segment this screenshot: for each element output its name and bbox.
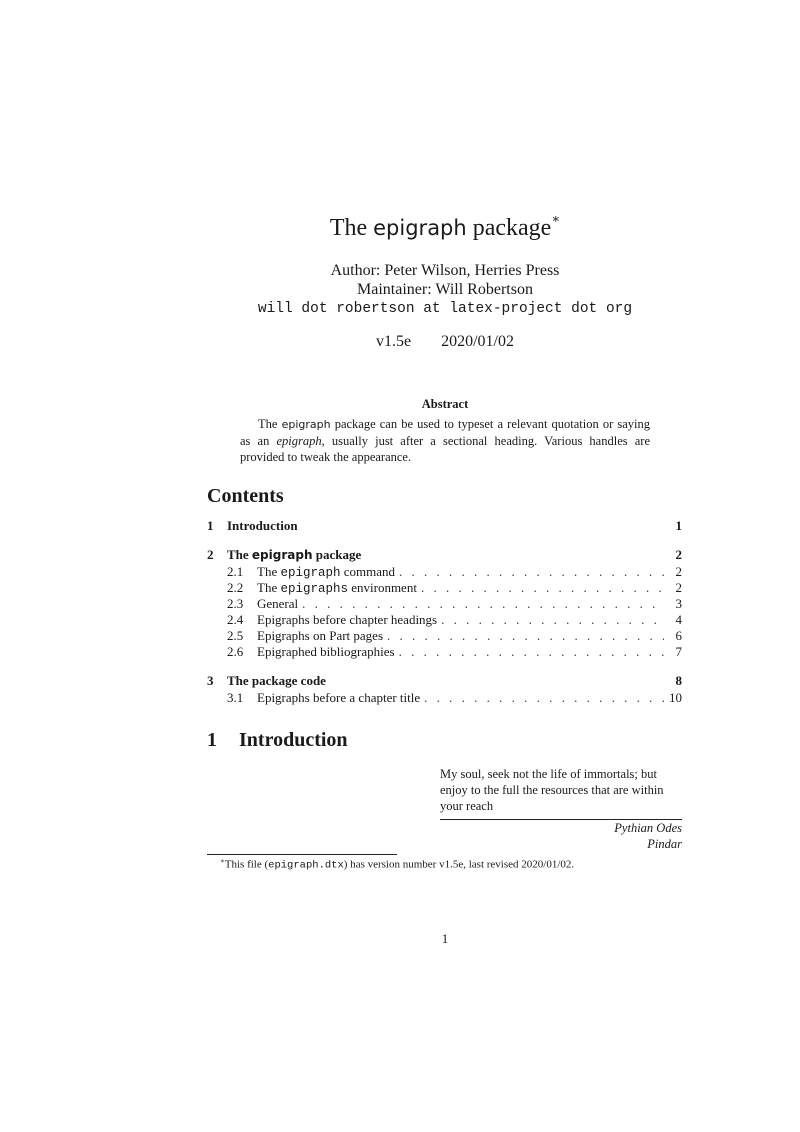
toc-page: 3 [675, 596, 682, 611]
toc-entry-package-code[interactable] [207, 673, 682, 691]
footnote-filename: epigraph.dtx [268, 859, 344, 872]
title-footnote-mark: ∗ [551, 211, 561, 226]
toc-title [257, 564, 395, 580]
section-title: Introduction [239, 729, 348, 751]
toc-title [257, 580, 417, 596]
version-date: 2020/01/02 [441, 333, 514, 350]
toc-entry-introduction[interactable] [207, 518, 682, 536]
footnote-rule [207, 854, 397, 855]
abstract-term: epigraph [276, 434, 322, 448]
toc-number: 2 [207, 547, 214, 562]
toc-number: 2.5 [227, 628, 244, 643]
epigraph-author: Pindar [647, 837, 682, 851]
epigraph-rule [440, 819, 682, 820]
maintainer-email: will dot robertson at latex-project dot org [257, 301, 633, 317]
abstract-text-3: , usually just after a sectional heading. Various handles are provided to tweak the appearance. [240, 434, 650, 464]
toc-leader [387, 628, 664, 644]
toc-number: 3.1 [227, 690, 244, 705]
abstract-body [240, 416, 650, 465]
toc-package-name: epigraph [251, 548, 313, 562]
toc-title-pre: The [227, 547, 249, 562]
section-heading-introduction [207, 729, 348, 752]
toc-title: The package code [227, 673, 326, 688]
toc-entry-epigraph-package[interactable] [207, 547, 682, 565]
toc-leader [302, 596, 664, 612]
toc-title: Epigraphs on Part pages [257, 628, 384, 643]
version-line [0, 333, 800, 351]
toc-title-post: package [315, 547, 362, 562]
toc-number: 2.4 [227, 612, 244, 627]
toc-number: 2.3 [227, 596, 244, 611]
footnote-mark: ∗ [220, 857, 225, 865]
toc-title: Epigraphed bibliographies [257, 644, 395, 659]
toc-title: General [257, 596, 299, 611]
author-line: Author: Peter Wilson, Herries Press [330, 262, 560, 279]
abstract-text-2: package can be used to typeset a relevant quotation or saying as an [240, 417, 651, 448]
footnote-text-pre: This file ( [224, 858, 269, 871]
toc-title-post: command [343, 564, 395, 579]
toc-page: 2 [675, 580, 682, 595]
toc-title-pre: The [257, 564, 278, 579]
epigraph-source: Pythian Odes [614, 821, 682, 835]
toc-title [227, 547, 668, 563]
title-package-name: epigraph [373, 216, 467, 240]
epigraph-quote: My soul, seek not the life of immortals; but enjoy to the full the resources that are within your reach [440, 767, 664, 813]
toc-page: 2 [675, 547, 682, 562]
toc-number: 1 [207, 518, 214, 533]
footnote [220, 857, 574, 872]
toc-number: 2.1 [227, 564, 244, 579]
toc-leader [424, 690, 664, 706]
toc-title-pre: The [257, 580, 278, 595]
toc-leader [421, 580, 664, 596]
toc-number: 3 [207, 673, 214, 688]
toc-leader [399, 644, 664, 660]
toc-page: 7 [675, 644, 682, 659]
toc-page: 10 [669, 690, 682, 705]
toc-entry-chapter-title[interactable] [207, 690, 682, 708]
toc-title: Epigraphs before a chapter title [257, 690, 421, 705]
toc-entry-bibliographies[interactable] [207, 644, 682, 662]
toc-title: Introduction [227, 518, 298, 533]
toc-page: 4 [675, 612, 682, 627]
maintainer-line: Maintainer: Will Robertson [357, 281, 533, 298]
section-number: 1 [207, 729, 217, 751]
toc-code: epigraph [280, 566, 341, 580]
abstract-heading: Abstract [421, 397, 469, 411]
page-number: 1 [441, 931, 449, 946]
abstract-package-name: epigraph [281, 418, 331, 431]
toc-page: 8 [675, 673, 682, 688]
toc-number: 2.6 [227, 644, 244, 659]
title-prefix: The [329, 215, 368, 241]
version-number: v1.5e [376, 333, 412, 350]
footnote-text-post: ) has version number v1.5e, last revised 2020/01/02. [343, 858, 575, 871]
contents-heading: Contents [207, 485, 284, 507]
toc-title: Epigraphs before chapter headings [257, 612, 438, 627]
title-suffix: package [472, 215, 552, 241]
toc-page: 6 [675, 628, 682, 643]
document-title [0, 211, 800, 242]
toc-title-post: environment [351, 580, 417, 595]
toc-number: 2.2 [227, 580, 244, 595]
toc-page: 1 [675, 518, 682, 533]
toc-page: 2 [675, 564, 682, 579]
toc-leader [399, 564, 664, 580]
abstract-text-1: The [258, 417, 278, 431]
toc-leader [441, 612, 664, 628]
toc-code: epigraphs [280, 582, 348, 596]
